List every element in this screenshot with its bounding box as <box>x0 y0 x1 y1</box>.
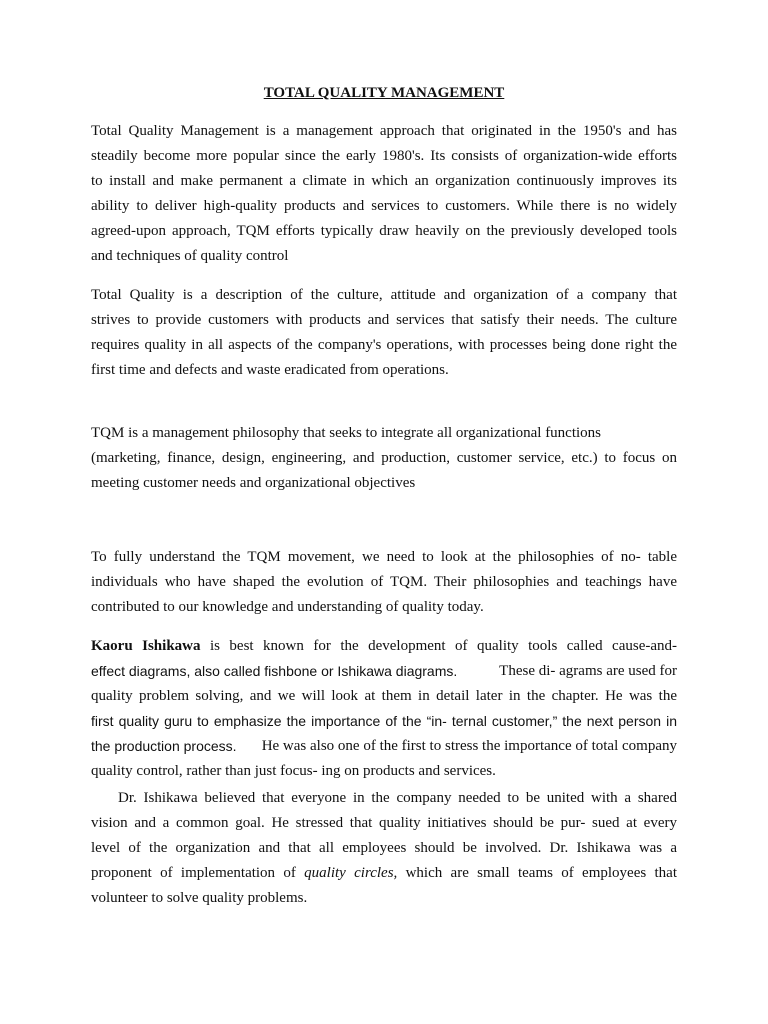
person-name: Kaoru Ishikawa <box>91 638 201 654</box>
text-segment: He was also one of the first to stress the importance of total company <box>261 738 677 754</box>
text-line: TQM is a management philosophy that seeks to integrate all organizational functions <box>91 425 602 441</box>
text-line: Dr. Ishikawa believed that everyone in the company needed to be united with a shared <box>91 790 677 806</box>
text-line <box>91 659 677 684</box>
text-line: quality problem solving, and we will look at them in detail later in the chapter. He was the <box>91 688 677 704</box>
text-line: level of the organization and that all employees should be involved. Dr. Ishikawa was a <box>91 840 677 856</box>
paragraph-intro <box>91 119 677 269</box>
text-line: requires quality in all aspects of the company's operations, with processes being done right the <box>91 337 677 353</box>
paragraph-ishikawa <box>91 634 677 784</box>
text-segment: which are small teams of employees that <box>397 865 677 881</box>
text-line: individuals who have shaped the evolution of TQM. Their philosophies and teachings have <box>91 574 677 590</box>
text-line: vision and a common goal. He stressed that quality initiatives should be pur- sued at every <box>91 815 677 831</box>
text-line: and techniques of quality control <box>91 248 289 264</box>
text-line <box>91 634 677 659</box>
text-line: (marketing, finance, design, engineering, and production, customer service, etc.) to focus on <box>91 450 677 466</box>
text-line <box>91 861 677 886</box>
text-line: first quality guru to emphasize the importance of the “in- ternal customer,” the next person in <box>91 713 677 729</box>
text-line: To fully understand the TQM movement, we need to look at the philosophies of no- table <box>91 549 677 565</box>
text-line: steadily become more popular since the early 1980's. Its consists of organization-wide efforts <box>91 148 677 164</box>
text-segment: These di- agrams are used for <box>499 663 677 679</box>
paragraph-tqm-movement <box>91 545 677 620</box>
text-line: Total Quality is a description of the culture, attitude and organization of a company that <box>91 287 677 303</box>
text-line: ability to deliver high-quality products and services to customers. While there is no widely <box>91 198 677 214</box>
text-line <box>91 734 677 759</box>
text-line: Total Quality Management is a management approach that originated in the 1950's and has <box>91 123 677 139</box>
text-line: agreed-upon approach, TQM efforts typically draw heavily on the previously developed tools <box>91 223 677 239</box>
text-segment: the production process. <box>91 738 237 754</box>
text-line: to install and make permanent a climate in which an organization continuously improves its <box>91 173 677 189</box>
paragraph-total-quality <box>91 283 677 383</box>
paragraph-tqm-philosophy <box>91 421 677 496</box>
text-line: strives to provide customers with products and services that satisfy their needs. The culture <box>91 312 677 328</box>
text-line: first time and defects and waste eradicated from operations. <box>91 362 449 378</box>
text-segment: effect diagrams, also called fishbone or Ishikawa diagrams. <box>91 663 458 679</box>
text-line: quality control, rather than just focus- ing on products and services. <box>91 763 496 779</box>
document-title: TOTAL QUALITY MANAGEMENT <box>263 85 505 101</box>
paragraph-dr-ishikawa <box>91 786 677 911</box>
text-segment: proponent of implementation of <box>91 865 305 881</box>
emphasis-term: quality circles, <box>304 865 398 881</box>
text-line: volunteer to solve quality problems. <box>91 890 308 906</box>
text-segment: is best known for the development of quality tools called cause-and- <box>200 638 677 654</box>
text-line: contributed to our knowledge and understanding of quality today. <box>91 599 484 615</box>
text-line: meeting customer needs and organizational objectives <box>91 475 416 491</box>
